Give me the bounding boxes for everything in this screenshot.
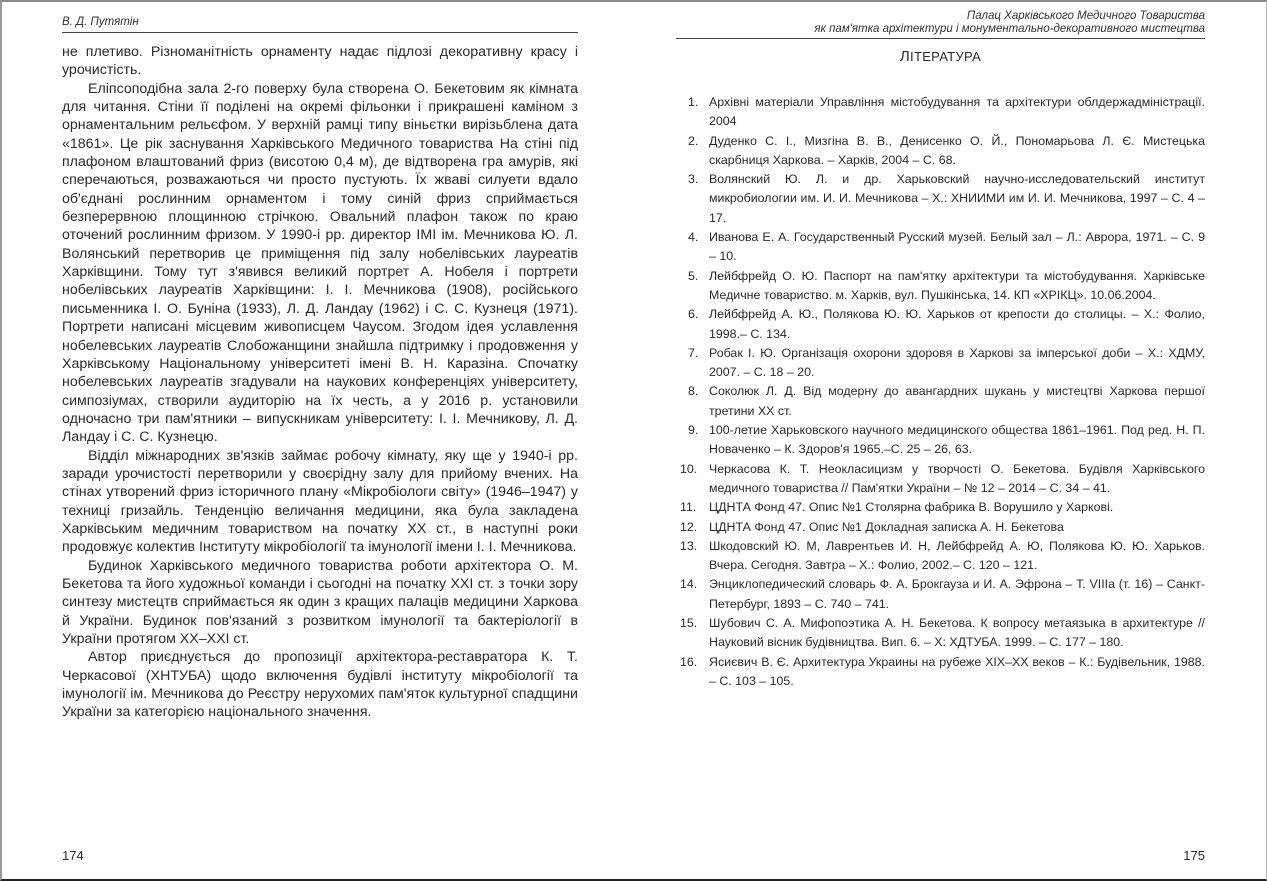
reference-item: [676, 537, 1205, 576]
reference-item: [676, 344, 1205, 383]
reference-number: 5.: [688, 268, 699, 283]
reference-item: [676, 614, 1205, 653]
running-head-title: [676, 10, 1205, 39]
reference-number: 8.: [688, 384, 699, 399]
reference-number: 3.: [688, 172, 699, 187]
reference-item: [676, 228, 1205, 267]
reference-text: Энциклопедический словарь Ф. А. Брокгауза и И. А. Эфрона – Т. VIIIa (т. 16) – Санкт-Петербург, 1893 – С. 740 – 741.: [709, 577, 1205, 611]
reference-item: [676, 518, 1205, 537]
reference-number: 4.: [688, 230, 699, 245]
reference-number: 12.: [680, 519, 698, 534]
paragraph: не плетиво. Різноманітність орнаменту надає підлозі декоративну красу і урочистість.: [62, 44, 578, 79]
reference-text: Дуденко С. І., Мизгіна В. В., Денисенко О. Й., Пономарьова Л. Є. Мистецька скарбниця Харкова. – Харків, 2004 – С. 68.: [709, 133, 1205, 167]
reference-text: Шкодовский Ю. М, Лаврентьев И. Н, Лейбфрейд А. Ю, Полякова Ю. Ю. Харьков. Вчера. Сегодня. Завтра – Х.: Фолио, 2002.– С. 120 – 121.: [709, 538, 1205, 573]
heading-rest: ІТЕРАТУРА: [910, 49, 982, 64]
paragraph: Відділ міжнародних зв'язків займає робочу кімнату, яку ще у 1940-і рр. заради урочистості перетворили у своєрідну залу для прийому вчених. На стінах утворений фриз історичного плану «Мікробіологи світу» (1946–1947) у техниці гризайль. Тенденцію величання медицини, яка була закладена Харківським медичним товариством на початку XX ст., в наступні роки продовжує колектив Інституту мікробіології та імунології імени І. І. Мечникова.: [62, 447, 578, 556]
running-head-line: Палац Харківського Медичного Товариства: [966, 10, 1205, 22]
reference-text: ЦДНТА Фонд 47. Опис №1 Докладная записка А. Н. Бекетова: [709, 519, 1064, 534]
reference-text: Архівні матеріали Управління містобудування та архітектури облдержадміністрації. 2004: [709, 95, 1205, 129]
reference-item: [676, 132, 1205, 171]
reference-number: 7.: [688, 345, 699, 360]
paragraph: Еліпсоподібна зала 2-го поверху була створена О. Бекетовим як кімната для читання. Стіни її поділені на окремі фільонки і прикрашені каміном з орнаментальним рельєфом. У верхній рамці типу віньєтки вирізьблена дата «1861». Це рік заснування Харківського Медичного товариства На стіні під плафоном влаштований фриз (висотою 0,4 м), де відтворена гра амурів, які сперечаються, розважаються чи просто пустують. Їх жваві силуети вдало об'єднані рослинним орнаментом і тому синій фриз сприймається безперервною площинною стрічкою. Овальний плафон також по краю оточений рослинним фризом. У 1990-і рр. директор ІМІ ім. Мечникова Ю. Л. Волянський перетворив це приміщення під залу нобелівських лауреатів Харківщини. Тому тут з'явився великий портрет А. Нобеля і портрети нобелівських лауреатів Харківщини: І. І. Мечникова (1908), російського письменника І. О. Буніна (1933), Л. Д. Ландау (1962) і С. С. Кузнеця (1971). Портрети написані місцевим живописцем Чаусом. Згодом ідея уславлення нобелевських лауреатів Слобожанщини знайшла підтримку і продовження у Харківському Національному університеті імені В. Н. Каразіна. Спочатку нобелевських лауреатів згадували на наукових конференціях університету, симпозіумах, створили аудиторію на їх честь, а у 2016 р. установили одночасно три пам'ятники – випускникам університету: І. І. Мечникову, Л. Д. Ландау і С. С. Кузнецю.: [62, 80, 578, 446]
reference-item: [676, 653, 1205, 692]
reference-text: Лейбфрейд О. Ю. Паспорт на пам'ятку архітектури та містобудування. Харківське Медичне товариство. м. Харків, вул. Пушкінська, 14. КП «ХРІКЦ». 10.06.2004.: [709, 268, 1205, 302]
heading-initial: Л: [899, 48, 911, 65]
reference-number: 14.: [680, 577, 698, 592]
reference-item: [676, 421, 1205, 460]
reference-list: [676, 93, 1205, 691]
reference-text: Черкасова К. Т. Неокласицизм у творчості О. Бекетова. Будівля Харківського медичного товариства // Пам'ятки України – № 12 – 2014 – С. 34 – 41.: [709, 461, 1205, 495]
paragraph: Автор приєднується до пропозиції архітектора-реставратора К. Т. Черкасової (ХНТУБА) щодо включення будівлі інституту мікробіології та імунології ім. Мечникова до Реєстру нерухомих пам'яток культурної спадщини України за категорією національного значення.: [62, 649, 578, 721]
reference-item: [676, 575, 1205, 614]
section-heading: [676, 48, 1205, 65]
reference-item: [676, 498, 1205, 517]
reference-number: 9.: [688, 423, 699, 438]
reference-number: 1.: [688, 95, 699, 109]
reference-text: 100-летие Харьковского научного медицинского общества 1861–1961. Под ред. Н. П. Новаченко – К. Здоров'я 1965.–С. 25 – 26, 63.: [709, 423, 1205, 457]
reference-item: [676, 460, 1205, 499]
reference-item: [676, 170, 1205, 228]
running-head-author: В. Д. Путятін: [62, 12, 578, 33]
reference-number: 13.: [680, 538, 698, 553]
page-number: 174: [62, 848, 84, 863]
reference-text: Иванова Е. А. Государственный Русский музей. Белый зал – Л.: Аврора, 1971. – С. 9 – 10.: [709, 230, 1205, 264]
page-number: 175: [1183, 848, 1205, 863]
reference-number: 10.: [680, 461, 698, 476]
reference-text: Шубович С. А. Мифопоэтика А. Н. Бекетова. К вопросу метаязыка в архитектуре // Науковий вісник будівництва. Вип. 6. – Х: ХДТУБА. 1999. – С. 177 – 180.: [709, 616, 1205, 650]
reference-item: [676, 382, 1205, 421]
reference-text: Робак І. Ю. Організація охорони здоровя в Харкові за імперської доби – Х.: ХДМУ, 2007. – С. 18 – 20.: [709, 345, 1205, 380]
reference-number: 16.: [680, 654, 698, 669]
paragraph: Будинок Харківського медичного товариства роботи архітектора О. М. Бекетова та його художньої команди і сьогодні на початку XXI ст. з точки зору синтезу мистецтв сприймається як один з кращих палаців медицини Харкова й України. Будинок пов'язаний з розвитком імунології та бактеріології в України протягом XX–XXI ст.: [62, 557, 578, 647]
reference-item: [676, 305, 1205, 344]
reference-number: 6.: [688, 307, 699, 322]
reference-text: Ясиєвич В. Є. Архитектура Украины на рубеже XIX–XX веков – К.: Будівельник, 1988. – С. 103 – 105.: [709, 654, 1205, 688]
reference-number: 2.: [688, 133, 699, 148]
reference-item: [676, 93, 1205, 132]
reference-number: 15.: [680, 616, 698, 631]
reference-text: Лейбфрейд А. Ю., Полякова Ю. Ю. Харьков от крепости до столицы. – Х.: Фолио, 1998.– С. 134.: [709, 307, 1205, 341]
reference-text: ЦДНТА Фонд 47. Опис №1 Столярна фабрика В. Ворушило у Харкові.: [709, 500, 1114, 515]
reference-text: Волянский Ю. Л. и др. Харьковский научно-исследовательский институт микробиологии им. И. И. Мечникова – Х.: ХНИИМИ им И. И. Мечникова, 1997 – С. 4 – 17.: [709, 172, 1205, 225]
body-text: [62, 43, 578, 722]
reference-item: [676, 267, 1205, 306]
reference-number: 11.: [680, 500, 697, 515]
running-head-line: як пам'ятка архітектури і монументально-декоративного мистецтва: [814, 23, 1205, 35]
reference-text: Соколюк Л. Д. Від модерну до авангардних шукань у мистецтві Харкова першої третини XX ст.: [709, 384, 1205, 418]
